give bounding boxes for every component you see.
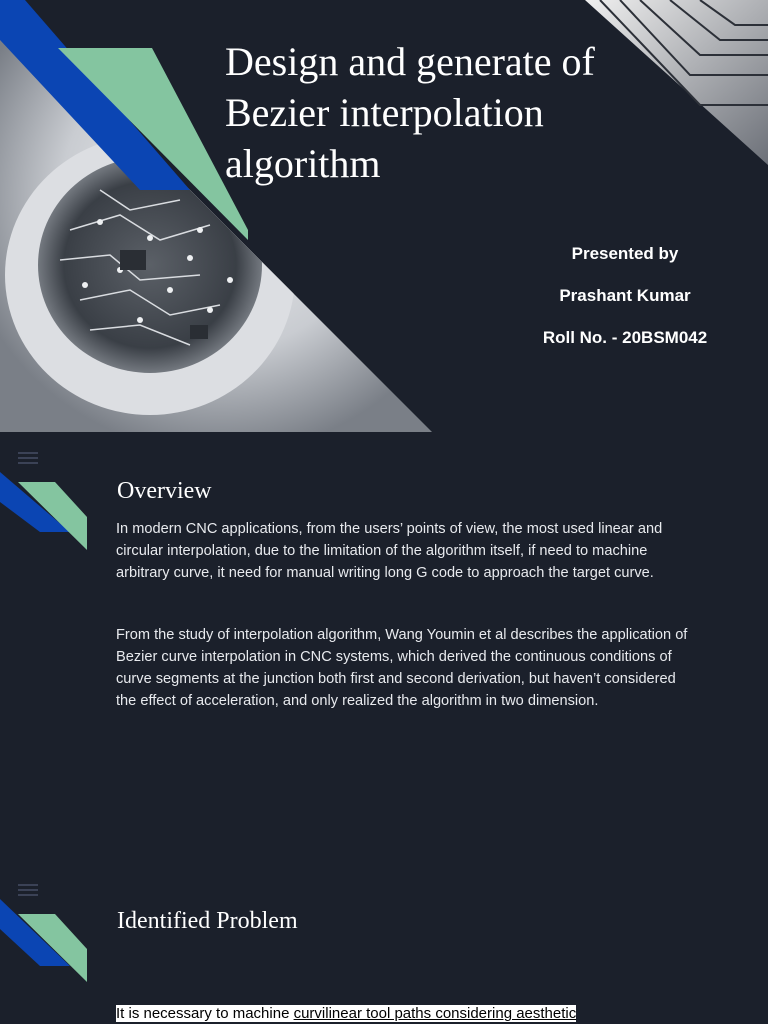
presenter-name: Prashant Kumar [559,286,691,305]
overview-heading: Overview [117,478,212,504]
overview-paragraph-2: From the study of interpolation algorithm, Wang Youmin et al describes the application of Bezier curve interpolation in CNC systems, which derived the continuous conditions of curve segments at the junction both first and second derivation, but haven’t considered the effect of acceleration, and only realized the algorithm in two dimension. [116,627,688,709]
overview-slide [0,432,768,864]
presented-by-label: Presented by [571,244,679,263]
roll-number: Roll No. - 20BSM042 [542,328,708,347]
problem-heading: Identified Problem [117,908,298,934]
section-accent-shape [0,462,100,592]
section-accent-shape [0,894,100,1024]
problem-text [116,1003,576,1024]
problem-text-part-1: It is necessary to machine [116,1005,294,1022]
title-slide [0,0,768,432]
presentation-title: Design and generate of Bezier interpolation algorithm [225,39,595,186]
problem-slide [0,864,768,1024]
problem-text-part-2: curvilinear tool paths considering aesthetic [293,1005,577,1022]
overview-paragraph-1: In modern CNC applications, from the users’ points of view, the most used linear and circular interpolation, due to the limitation of the algorithm itself, if need to machine arbitrary curve, it need for manual writing long G code to approach the target curve. [116,521,663,581]
